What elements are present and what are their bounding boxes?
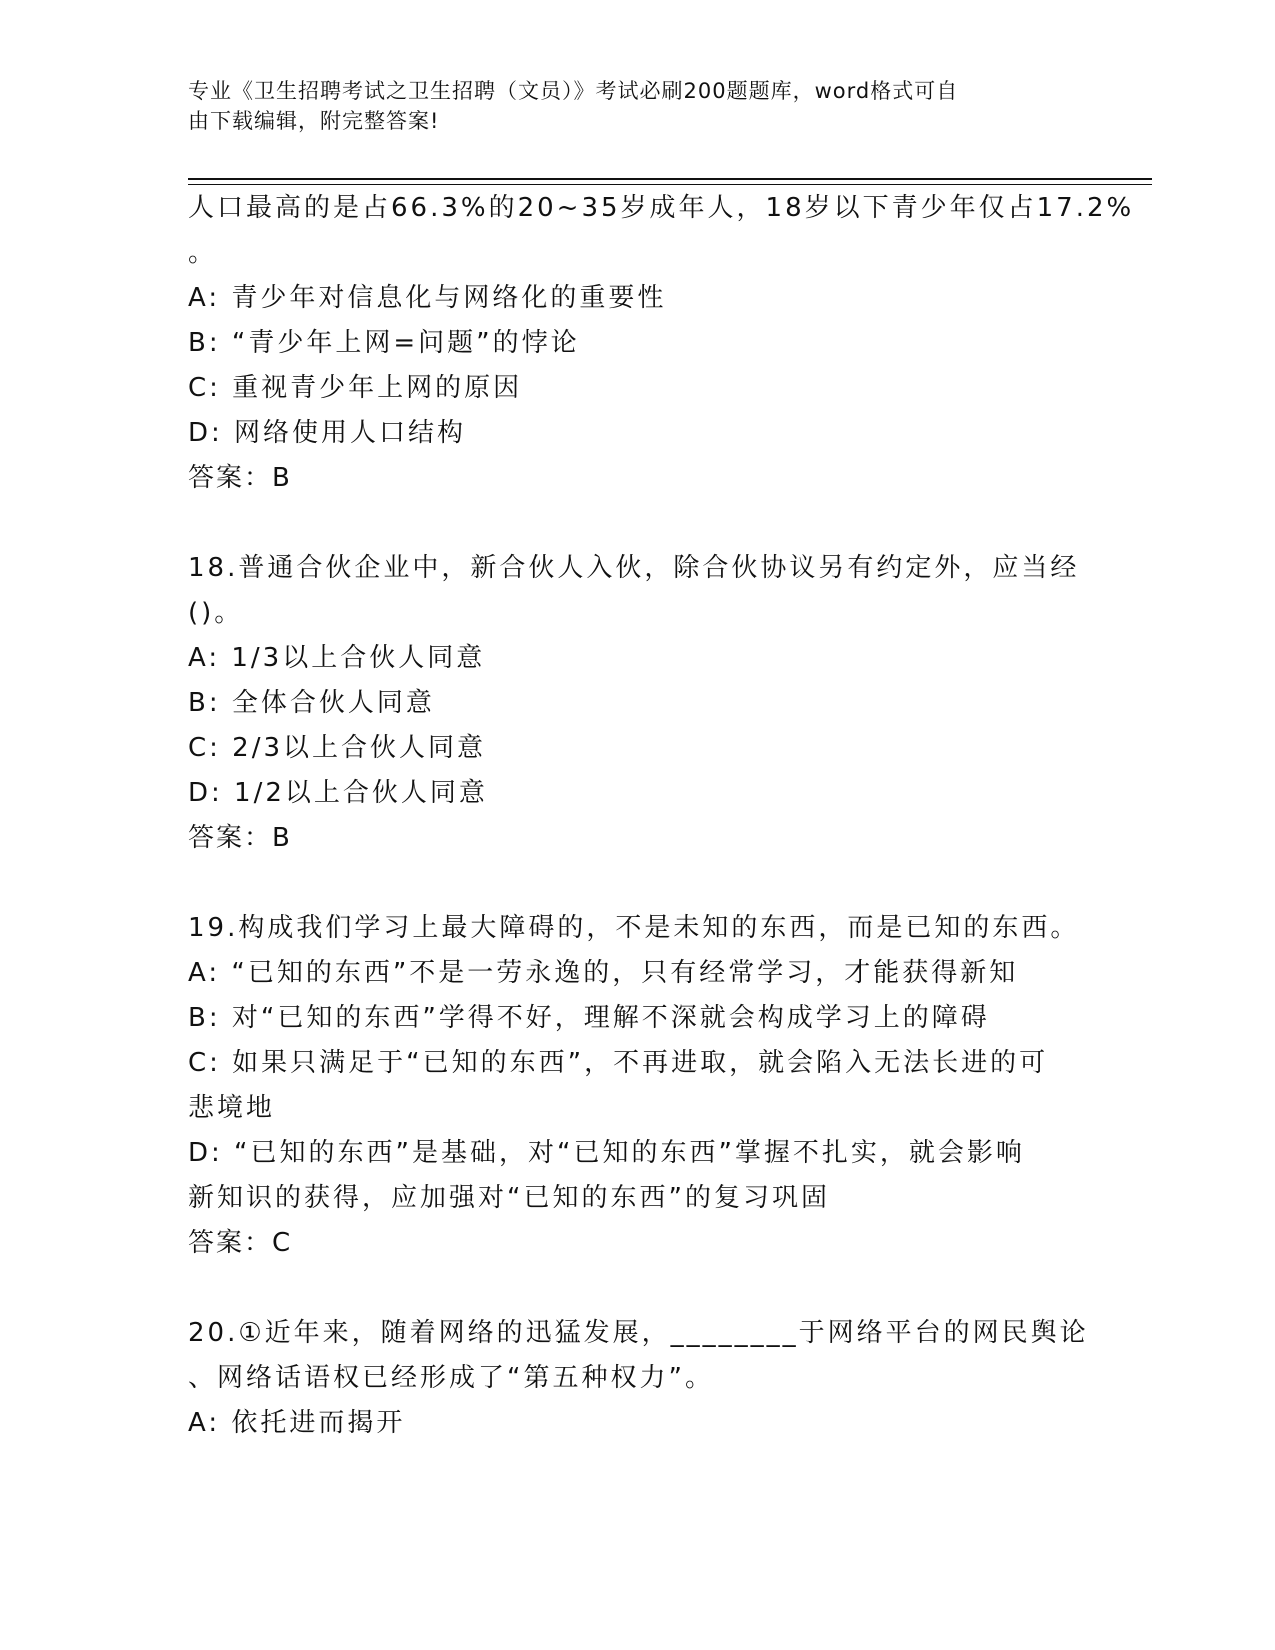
- option-c: C: 如果只满足于“已知的东西”，不再进取，就会陷入无法长进的可: [188, 1048, 1049, 1078]
- document-header: [188, 76, 1068, 136]
- option-b: B: “青少年上网=问题”的悖论: [188, 328, 580, 358]
- option-c: C: 重视青少年上网的原因: [188, 373, 523, 403]
- option-b: B: 全体合伙人同意: [188, 688, 435, 718]
- question-stem-continued: 。: [188, 238, 218, 268]
- answer-line: 答案：B: [188, 823, 292, 853]
- option-d: D: 网络使用人口结构: [188, 418, 467, 448]
- answer-line: 答案：B: [188, 463, 292, 493]
- question-20: [188, 1311, 1088, 1446]
- question-stem-continued: 、网络话语权已经形成了“第五种权力”。: [188, 1363, 714, 1393]
- option-d: D: “已知的东西”是基础，对“已知的东西”掌握不扎实，就会影响: [188, 1138, 1025, 1168]
- option-c-continued: 悲境地: [188, 1093, 276, 1123]
- question-stem: 18.普通合伙企业中，新合伙人入伙，除合伙协议另有约定外，应当经: [188, 553, 1080, 583]
- option-a: A: 依托进而揭开: [188, 1408, 406, 1438]
- option-a: A: 1/3以上合伙人同意: [188, 643, 486, 673]
- spacer: [188, 501, 1088, 546]
- question-stem-continued: ()。: [188, 598, 244, 628]
- header-line-1: 专业《卫生招聘考试之卫生招聘（文员）》考试必刷200题题库，word格式可自: [188, 79, 959, 103]
- answer-line: 答案：C: [188, 1228, 293, 1258]
- header-divider-thick: [188, 178, 1152, 180]
- option-a: A: “已知的东西”不是一劳永逸的，只有经常学习，才能获得新知: [188, 958, 1019, 988]
- question-stem: 19.构成我们学习上最大障碍的，不是未知的东西，而是已知的东西。: [188, 913, 1080, 943]
- option-a: A: 青少年对信息化与网络化的重要性: [188, 283, 667, 313]
- spacer: [188, 861, 1088, 906]
- header-divider-thin: [188, 184, 1152, 185]
- question-stem: 20.①近年来，随着网络的迅猛发展，________于网络平台的网民舆论: [188, 1318, 1089, 1348]
- question-stem: 人口最高的是占66.3%的20~35岁成年人，18岁以下青少年仅占17.2%: [188, 193, 1135, 223]
- spacer: [188, 1266, 1088, 1311]
- option-b: B: 对“已知的东西”学得不好，理解不深就会构成学习上的障碍: [188, 1003, 990, 1033]
- option-c: C: 2/3以上合伙人同意: [188, 733, 487, 763]
- question-17: [188, 186, 1135, 501]
- question-18: [188, 546, 1088, 861]
- header-line-2: 由下载编辑，附完整答案!: [188, 109, 440, 133]
- option-d-continued: 新知识的获得，应加强对“已知的东西”的复习巩固: [188, 1183, 830, 1213]
- question-list: [188, 186, 1135, 1446]
- question-19: [188, 906, 1088, 1266]
- option-d: D: 1/2以上合伙人同意: [188, 778, 488, 808]
